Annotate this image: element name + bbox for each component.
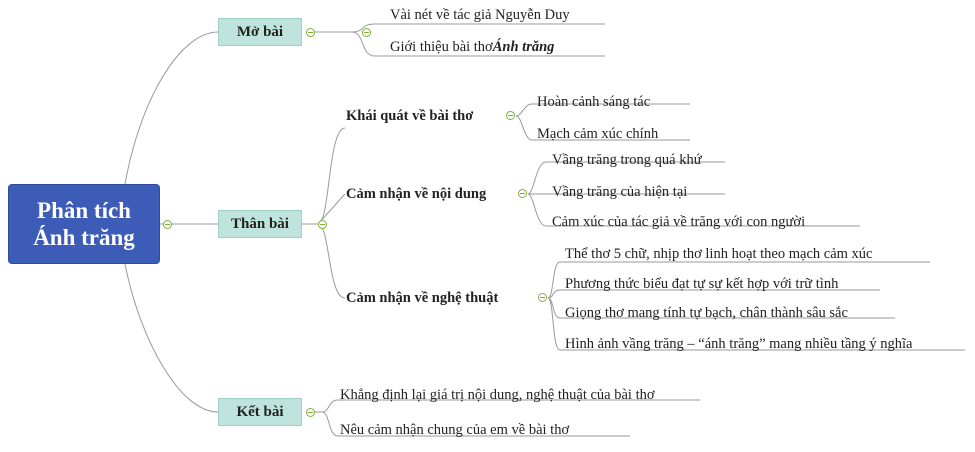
main-node-ket-bai[interactable] <box>218 398 302 426</box>
sub-node-nghe-thuat[interactable]: Cảm nhận về nghệ thuật <box>346 289 499 306</box>
sub-node-khai-quat[interactable]: Khái quát về bài thơ <box>346 107 474 124</box>
leaf-hoan-canh: Hoàn cảnh sáng tác <box>537 93 651 110</box>
ket-bai-label: Kết bài <box>236 403 284 420</box>
main-node-mo-bai[interactable] <box>218 18 302 46</box>
sub-node-noi-dung[interactable]: Cảm nhận về nội dung <box>346 185 487 202</box>
leaf-the-tho: Thể thơ 5 chữ, nhịp thơ linh hoạt theo mạch cảm xúc <box>565 245 873 262</box>
collapse-icon[interactable] <box>318 220 327 229</box>
leaf-vang-trang-hien-tai: Vầng trăng của hiện tại <box>552 183 688 200</box>
collapse-icon[interactable] <box>306 28 315 37</box>
collapse-icon[interactable] <box>362 28 371 37</box>
mo-bai-label: Mở bài <box>236 23 284 40</box>
than-bai-label: Thân bài <box>231 215 289 232</box>
leaf-neu-cam-nhan: Nêu cảm nhận chung của em về bài thơ <box>340 421 570 438</box>
collapse-icon[interactable] <box>163 220 172 229</box>
collapse-icon[interactable] <box>518 189 527 198</box>
leaf-giong-tho: Giọng thơ mang tính tự bạch, chân thành sâu sắc <box>565 304 848 321</box>
leaf-hinh-anh: Hình ảnh vầng trăng – “ánh trăng” mang nhiều tầng ý nghĩa <box>565 335 913 352</box>
leaf-khang-dinh: Khẳng định lại giá trị nội dung, nghệ thuật của bài thơ <box>340 386 655 403</box>
root-title-line2: Ánh trăng <box>33 225 135 250</box>
main-node-than-bai[interactable] <box>218 210 302 238</box>
leaf-mach-cam-xuc: Mạch cảm xúc chính <box>537 125 659 142</box>
leaf-vang-trang-qua-khu: Vầng trăng trong quá khứ <box>552 151 702 168</box>
leaf-gioi-thieu: Giới thiệu bài thơ Ánh trăng <box>390 38 555 55</box>
collapse-icon[interactable] <box>506 111 515 120</box>
root-node[interactable] <box>8 184 160 264</box>
leaf-cam-xuc-tac-gia: Cảm xúc của tác giả về trăng với con người <box>552 213 806 230</box>
leaf-tac-gia: Vài nét về tác giả Nguyễn Duy <box>390 6 570 23</box>
root-title-line1: Phân tích <box>37 198 131 223</box>
collapse-icon[interactable] <box>306 408 315 417</box>
leaf-phuong-thuc: Phương thức biểu đạt tự sự kết hợp với trữ tình <box>565 275 839 292</box>
poem-title-italic: Ánh trăng <box>492 38 555 55</box>
collapse-icon[interactable] <box>538 293 547 302</box>
